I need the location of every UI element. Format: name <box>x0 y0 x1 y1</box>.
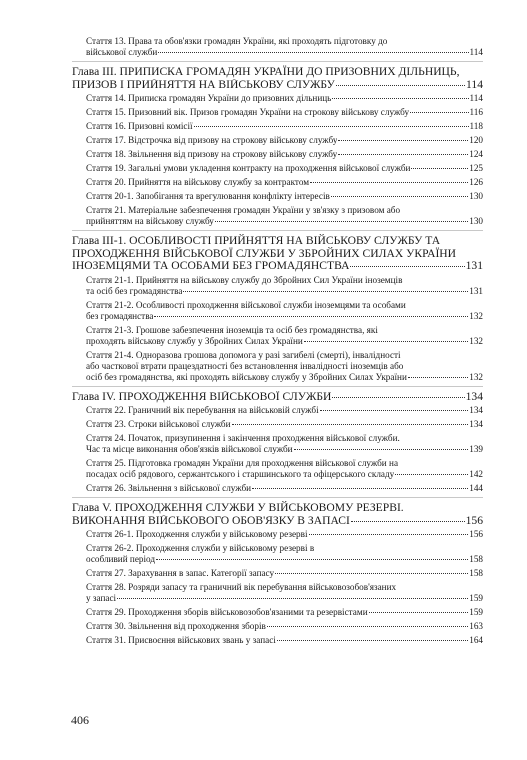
toc-article-entry[interactable] <box>72 621 483 632</box>
toc-article-entry[interactable] <box>72 433 483 455</box>
dot-leader <box>158 51 468 53</box>
toc-page-ref: 134 <box>469 405 483 415</box>
dot-leader <box>215 220 468 222</box>
toc-article-entry[interactable] <box>72 607 483 618</box>
toc-chapter-entry[interactable] <box>72 502 483 527</box>
toc-article-entry[interactable] <box>72 163 483 174</box>
toc-entry-text: Глава III. ПРИПИСКА ГРОМАДЯН УКРАЇНИ ДО ПРИЗОВНИХ ДІЛЬНИЦЬ, <box>72 65 460 78</box>
toc-article-entry[interactable] <box>72 177 483 188</box>
toc-entry-text: Стаття 30. Звільнення від проходження зборів <box>86 621 266 631</box>
toc-entry-text: Стаття 18. Звільнення від призову на строкову військову службу <box>86 149 338 159</box>
toc-article-entry[interactable] <box>72 325 483 347</box>
section-divider <box>72 61 483 62</box>
toc-entry-text: Стаття 23. Строки військової служби <box>86 419 231 429</box>
toc-article-entry[interactable] <box>72 300 483 322</box>
toc-article-entry[interactable] <box>72 350 483 383</box>
toc-page-ref: 114 <box>466 77 483 91</box>
toc-entry-text: Стаття 20. Прийняття на військову службу за контрактом <box>86 177 310 187</box>
dot-leader <box>310 181 468 183</box>
toc-entry-text: без громадянства <box>86 310 154 321</box>
toc-page-ref: 142 <box>469 469 483 479</box>
dot-leader <box>332 396 464 398</box>
toc-article-entry[interactable] <box>72 36 483 58</box>
toc-entry-text: посадах осіб рядового, сержантського і старшинського та офіцерського складу <box>86 469 395 479</box>
dot-leader <box>338 153 468 155</box>
dot-leader <box>183 290 468 292</box>
toc-article-entry[interactable] <box>72 121 483 132</box>
toc-entry-text: осіб без громадянства, які проходять військову службу у Збройних Силах України <box>86 371 407 382</box>
dot-leader <box>275 572 468 574</box>
dot-leader <box>395 473 468 475</box>
toc-page-ref: 156 <box>469 529 483 539</box>
toc-page-ref: 114 <box>469 93 483 103</box>
dot-leader <box>117 597 468 599</box>
toc-page-ref: 156 <box>465 513 483 527</box>
toc-page-ref: 131 <box>469 285 483 296</box>
toc-entry-text: проходять військову службу у Збройних Силах України <box>86 335 303 346</box>
dot-leader <box>338 139 468 141</box>
toc-entry-text: прийняттям на військову службу <box>86 216 214 226</box>
toc-entry-text: Глава V. ПРОХОДЖЕННЯ СЛУЖБИ У ВІЙСЬКОВОМУ РЕЗЕРВІ. <box>72 501 404 514</box>
toc-page-ref: 159 <box>469 593 483 603</box>
toc-entry-text: Стаття 21-1. Прийняття на військову службу до Збройних Сил України іноземців <box>86 274 403 285</box>
toc-entry-text: Стаття 21-2. Особливості проходження військової служби іноземцями та особами <box>86 299 406 310</box>
toc-entry-text: Стаття 25. Підготовка громадян України для проходження військової служби на <box>86 458 399 468</box>
toc-page-ref: 131 <box>465 259 483 272</box>
dot-leader <box>277 639 468 641</box>
dot-leader <box>267 625 468 627</box>
toc-entry-text: Стаття 26-1. Проходження служби у військовому резерві <box>86 529 308 539</box>
toc-page-ref: 164 <box>469 635 483 645</box>
toc-entry-text: Стаття 15. Призовний вік. Призов громадян України на строкову військову службу <box>86 107 410 117</box>
toc-entry-text: Глава IV. ПРОХОДЖЕННЯ ВІЙСЬКОВОЇ СЛУЖБИ <box>72 390 332 403</box>
toc-article-entry[interactable] <box>72 275 483 297</box>
toc-page-ref: 130 <box>469 216 483 226</box>
dot-leader <box>252 487 468 489</box>
toc-entry-text: Стаття 31. Присвоєння військових звань у запасі <box>86 635 276 645</box>
toc-page-ref: 134 <box>465 389 483 403</box>
toc-page-ref: 116 <box>469 107 483 117</box>
toc-entry-text: Стаття 17. Відстрочка від призову на строкову військову службу <box>86 135 338 145</box>
toc-chapter-entry[interactable] <box>72 235 483 273</box>
section-divider <box>72 386 483 387</box>
toc-entry-text: Стаття 28. Розряди запасу та граничний вік перебування військовозобов'язаних <box>86 582 397 592</box>
dot-leader <box>309 533 469 535</box>
toc-entry-text: ІНОЗЕМЦЯМИ ТА ОСОБАМИ БЕЗ ГРОМАДЯНСТВА <box>72 260 350 272</box>
toc-page-ref: 130 <box>469 191 483 201</box>
toc-page-ref: 158 <box>469 554 483 564</box>
dot-leader <box>336 84 465 86</box>
toc-entry-text: Стаття 27. Зарахування в запас. Категорії запасу <box>86 568 275 578</box>
dot-leader <box>350 265 464 267</box>
dot-leader <box>410 111 468 113</box>
dot-leader <box>351 520 465 522</box>
toc-page-ref: 144 <box>469 483 483 493</box>
toc-article-entry[interactable] <box>72 205 483 227</box>
toc-entry-text: ПРОХОДЖЕННЯ ВІЙСЬКОВОЇ СЛУЖБИ У ЗБРОЙНИХ СИЛАХ УКРАЇНИ <box>72 246 457 260</box>
toc-entry-text: Стаття 29. Проходження зборів військовозобов'язаними та резервістами <box>86 607 368 617</box>
toc-entry-text: Стаття 20-1. Запобігання та врегулювання конфлікту інтересів <box>86 191 330 201</box>
toc-page-ref: 114 <box>469 47 483 57</box>
dot-leader <box>369 611 469 613</box>
toc-page-ref: 132 <box>469 310 483 321</box>
toc-entry-text: Стаття 21. Матеріальне забезпечення громадян України у зв'язку з призовом або <box>86 205 401 215</box>
dot-leader <box>294 448 469 450</box>
dot-leader <box>320 409 469 411</box>
dot-leader <box>304 340 468 342</box>
toc-page-ref: 134 <box>469 419 483 429</box>
toc-entry-text: Глава III-1. ОСОБЛИВОСТІ ПРИЙНЯТТЯ НА ВІЙСЬКОВУ СЛУЖБУ ТА <box>72 234 441 247</box>
toc-article-entry[interactable] <box>72 107 483 118</box>
toc-entry-text: та осіб без громадянства <box>86 285 183 296</box>
toc-page-ref: 132 <box>469 335 483 346</box>
toc-article-entry[interactable] <box>72 149 483 160</box>
toc-entry-text: особливий період <box>86 554 156 564</box>
section-divider <box>72 230 483 231</box>
toc-article-entry[interactable] <box>72 635 483 646</box>
toc-article-entry[interactable] <box>72 405 483 416</box>
toc-article-entry[interactable] <box>72 419 483 430</box>
toc-entry-text: Стаття 13. Права та обов'язки громадян України, які проходять підготовку до <box>86 36 388 46</box>
dot-leader <box>156 558 468 560</box>
toc-entry-text: Стаття 24. Початок, призупинення і закінчення проходження військової служби. <box>86 433 400 443</box>
dot-leader <box>154 315 468 317</box>
toc-page-ref: 124 <box>469 149 483 159</box>
toc-page-ref: 125 <box>469 163 483 173</box>
toc-chapter-entry[interactable] <box>72 66 483 91</box>
toc-article-entry[interactable] <box>72 458 483 480</box>
dot-leader <box>331 195 468 197</box>
toc-entry-text: Час та місце виконання обов'язків військової служби <box>86 444 293 454</box>
dot-leader <box>232 423 469 425</box>
toc-entry-text: Стаття 22. Граничний вік перебування на військовій службі <box>86 405 319 415</box>
dot-leader <box>411 167 468 169</box>
toc-article-entry[interactable] <box>72 483 483 494</box>
toc-entry-text: Стаття 21-3. Грошове забезпечення іноземців та осіб без громадянства, які <box>86 324 378 335</box>
toc-page-ref: 126 <box>469 177 483 187</box>
toc-entry-text: у запасі <box>86 593 117 603</box>
toc-article-entry[interactable] <box>72 93 483 104</box>
toc-entry-text: Стаття 26-2. Проходження служби у військовому резерві в <box>86 543 315 553</box>
toc-article-entry[interactable] <box>72 191 483 202</box>
toc-page-ref: 132 <box>469 371 483 382</box>
toc-page-ref: 159 <box>469 607 483 617</box>
toc-entry-text: Стаття 14. Приписка громадян України до призовних дільниць <box>86 93 332 103</box>
toc-chapter-entry[interactable] <box>72 391 483 404</box>
toc-article-entry[interactable] <box>72 529 483 540</box>
toc-entry-text: Стаття 16. Призовні комісії <box>86 121 193 131</box>
toc-entry-text: Стаття 26. Звільнення з військової служби <box>86 483 252 493</box>
dot-leader <box>332 97 468 99</box>
toc-page-ref: 120 <box>469 135 483 145</box>
toc-article-entry[interactable] <box>72 582 483 604</box>
toc-article-entry[interactable] <box>72 135 483 146</box>
page-number: 406 <box>71 713 89 727</box>
dot-leader <box>408 376 468 378</box>
toc-article-entry[interactable] <box>72 568 483 579</box>
toc-entry-text: Стаття 21-4. Одноразова грошова допомога у разі загибелі (смерті), інвалідності <box>86 349 401 360</box>
toc-entry-text: ПРИЗОВ І ПРИЙНЯТТЯ НА ВІЙСЬКОВУ СЛУЖБУ <box>72 78 335 91</box>
dot-leader <box>194 125 469 127</box>
toc-page-ref: 139 <box>469 444 483 454</box>
toc-entry-text: ВИКОНАННЯ ВІЙСЬКОВОГО ОБОВ'ЯЗКУ В ЗАПАСІ <box>72 514 350 527</box>
toc-page-ref: 158 <box>469 568 483 578</box>
toc-page-ref: 163 <box>469 621 483 631</box>
toc-page-ref: 118 <box>469 121 483 131</box>
toc-article-entry[interactable] <box>72 543 483 565</box>
section-divider <box>72 497 483 498</box>
toc-entry-text: або часткової втрати працездатності без встановлення інвалідності іноземців або <box>86 360 404 371</box>
toc-entry-text: Стаття 19. Загальні умови укладення контракту на проходження військової служби <box>86 163 411 173</box>
table-of-contents <box>72 36 483 649</box>
toc-entry-text: військової служби <box>86 47 158 57</box>
